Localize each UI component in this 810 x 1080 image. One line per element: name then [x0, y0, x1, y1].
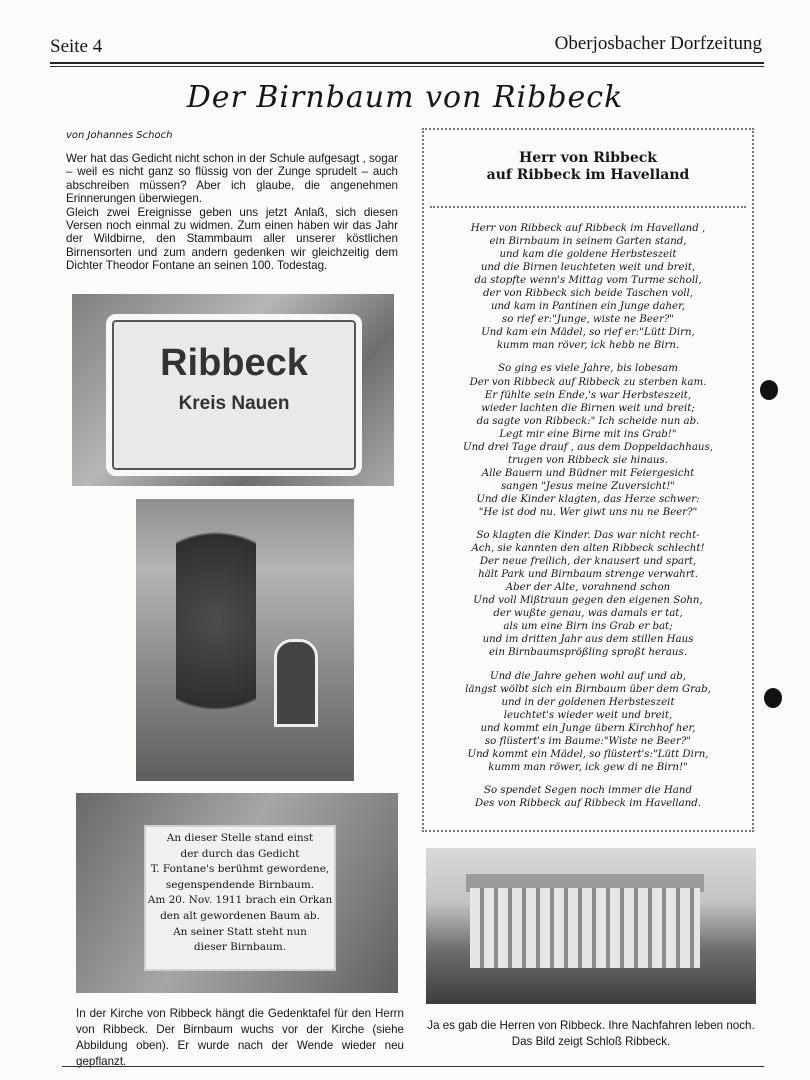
poem-line: Und kommt ein Mädel, so flüstert's:"Lütt Dirn, [467, 748, 709, 760]
poem-line: als um eine Birn ins Grab er bat; [503, 621, 673, 633]
poem-line: hält Park und Birnbaum strenge verwahrt. [478, 569, 698, 581]
photo-town-sign [72, 294, 394, 486]
plaque-line: der durch das Gedicht [180, 847, 300, 860]
plaque-line: T. Fontane's berühmt gewordene, [150, 863, 330, 876]
punch-hole [760, 380, 778, 400]
poem-heading [424, 150, 752, 184]
poem-stanza [424, 670, 752, 774]
header-rule [50, 62, 764, 64]
poem-line: so flüstert's im Baume:"Wiste ne Beer?" [484, 735, 692, 747]
page-number: Seite 4 [50, 36, 103, 57]
photo-castle [426, 848, 756, 1004]
poem-line: so rief er:"Junge, wiste ne Beer?" [502, 314, 674, 326]
poem-line: ein Birnbaum in seinem Garten stand, [489, 236, 687, 248]
poem-line: längst wölbt sich ein Birnbaum über dem Grab, [465, 683, 711, 695]
church-window [274, 639, 318, 727]
intro-paragraph-1: Wer hat das Gedicht nicht schon in der Schule aufgesagt , sogar – weil es nicht ganz so flüssig von der Zunge sprudelt – auch abschreiben müssen? Aber ich glaube, die angenehmen Erinnerungen überwiegen. [66, 152, 398, 206]
town-sign [106, 314, 362, 476]
poem-line: und kommt ein Junge übern Kirchhof her, [480, 722, 696, 734]
sign-district: Kreis Nauen [178, 393, 290, 414]
poem-line: und kam die goldene Herbsteszeit [499, 249, 677, 261]
pear-tree [176, 529, 256, 759]
poem-line: Des von Ribbeck auf Ribbeck im Havelland. [474, 797, 702, 809]
poem-line: ein Birnbaumsprößling sproßt heraus. [489, 647, 687, 659]
poem-line: und im dritten Jahr aus dem stillen Haus [482, 634, 694, 646]
plaque-line: segenspendende Birnbaum. [165, 878, 315, 891]
poem-line: der von Ribbeck sich beide Taschen voll, [482, 288, 694, 300]
poem-line: Und voll Mißtraun gegen den eigenen Sohn, [473, 595, 703, 607]
caption-castle [426, 1018, 756, 1050]
poem-line: Ach, sie kannten den alten Ribbeck schlecht! [471, 543, 705, 555]
header-rule-thin [50, 66, 764, 67]
poem-line: "He ist dod nu. Wer giwt uns nu ne Beer?" [478, 506, 698, 518]
poem-line: Der von Ribbeck auf Ribbeck zu sterben kam. [469, 376, 707, 388]
poem-line: wieder lachten die Birnen weit und breit; [481, 402, 695, 414]
plaque-line: An dieser Stelle stand einst [166, 832, 314, 844]
poem-line: Alle Bauern und Büdner mit Feiergesicht [481, 467, 695, 479]
caption-castle-line-1: Ja es gab die Herren von Ribbeck. Ihre Nachfahren leben noch. [427, 1019, 755, 1032]
poem-heading-line-1: Herr von Ribbeck [519, 150, 657, 166]
footer-rule [62, 1066, 764, 1067]
poem-line: So klagten die Kinder. Das war nicht recht- [476, 530, 700, 542]
poem-line: Aber der Alte, vorahnend schon [505, 582, 671, 594]
poem-line: kumm man röver, ick hebb ne Birn. [496, 340, 680, 352]
poem-divider [430, 206, 746, 208]
poem-line: und in der goldenen Herbsteszeit [501, 696, 675, 708]
poem-line: Er fühlte sein Ende,'s war Herbsteszeit, [484, 389, 692, 401]
poem-stanza [424, 362, 752, 519]
intro-paragraph-2: Gleich zwei Ereignisse geben uns jetzt Anlaß, sich diesen Versen noch einmal zu widmen. Zum einen haben wir das Jahr der Wildbirne, den Stammbaum aller unserer köstlichen Birnensorten und zum andern gedenken wir gleichzeitig dem Dichter Theodor Fontane an seinen 100. Todestag. [66, 205, 398, 273]
poem-line: der wußte genau, was damals er tat, [493, 608, 683, 620]
plaque-line: Am 20. Nov. 1911 brach ein Orkan [147, 894, 333, 907]
byline: von Johannes Schoch [66, 130, 173, 141]
plaque-line: den alt gewordenen Baum ab. [160, 909, 320, 922]
memorial-plaque [144, 825, 336, 971]
photo-church [136, 499, 354, 781]
poem-line: So spendet Segen noch immer die Hand [484, 784, 692, 796]
plaque-line: dieser Birnbaum. [193, 941, 287, 954]
poem-stanza [424, 529, 752, 659]
poem-line: Herr von Ribbeck auf Ribbeck im Havelland , [470, 223, 706, 234]
poem-line: da stopfte wenn's Mittag vom Turme scholl, [474, 275, 702, 287]
newspaper-name: Oberjosbacher Dorfzeitung [554, 33, 762, 54]
sign-town-name: Ribbeck [160, 342, 308, 384]
poem-stanza [424, 784, 752, 810]
poem-line: und kam in Pantinen ein Junge daher, [490, 301, 686, 313]
intro-text [66, 152, 398, 273]
poem-line: Und die Kinder klagten, das Herze schwer: [476, 493, 700, 505]
article-title: Der Birnbaum von Ribbeck [186, 80, 624, 115]
poem-stanza [424, 222, 752, 352]
caption-castle-line-2: Das Bild zeigt Schloß Ribbeck. [511, 1035, 671, 1048]
poem-line: kumm man röwer, ick gew di ne Birn!" [488, 761, 688, 773]
poem-line: Der neue freilich, der knausert und spart, [479, 556, 697, 568]
plaque-line: An seiner Statt steht nun [173, 925, 307, 938]
castle-facade [470, 888, 700, 968]
photo-memorial-plaque [76, 793, 398, 993]
poem-line: Legt mir eine Birne mit ins Grab!" [499, 428, 677, 440]
poem-heading-line-2: auf Ribbeck im Havelland [486, 167, 690, 183]
poem-line: da sagte von Ribbeck:" Ich scheide nun ab. [476, 415, 700, 427]
poem-text [424, 222, 752, 820]
poem-line: trugen von Ribbeck sie hinaus. [508, 454, 668, 466]
poem-box [422, 128, 754, 832]
poem-line: sangen "Jesus meine Zuversicht!" [501, 480, 675, 492]
caption-plaque: In der Kirche von Ribbeck hängt die Gedenktafel für den Herrn von Ribbeck. Der Birnbaum wuchs vor der Kirche (siehe Abbildung oben). Er wurde nach der Wende wieder neu gepflanzt. [76, 1007, 404, 1068]
punch-hole [764, 688, 782, 708]
poem-line: Und die Jahre gehen wohl auf und ab, [489, 670, 687, 682]
poem-line: Und drei Tage drauf , aus dem Doppeldachhaus, [463, 441, 713, 453]
poem-line: leuchtet's wieder weit und breit, [503, 709, 673, 721]
poem-line: So ging es viele Jahre, bis lobesam [498, 363, 678, 375]
poem-line: Und kam ein Mädel, so rief er:"Lütt Dirn, [481, 327, 695, 339]
poem-line: und die Birnen leuchteten weit und breit, [480, 262, 696, 274]
